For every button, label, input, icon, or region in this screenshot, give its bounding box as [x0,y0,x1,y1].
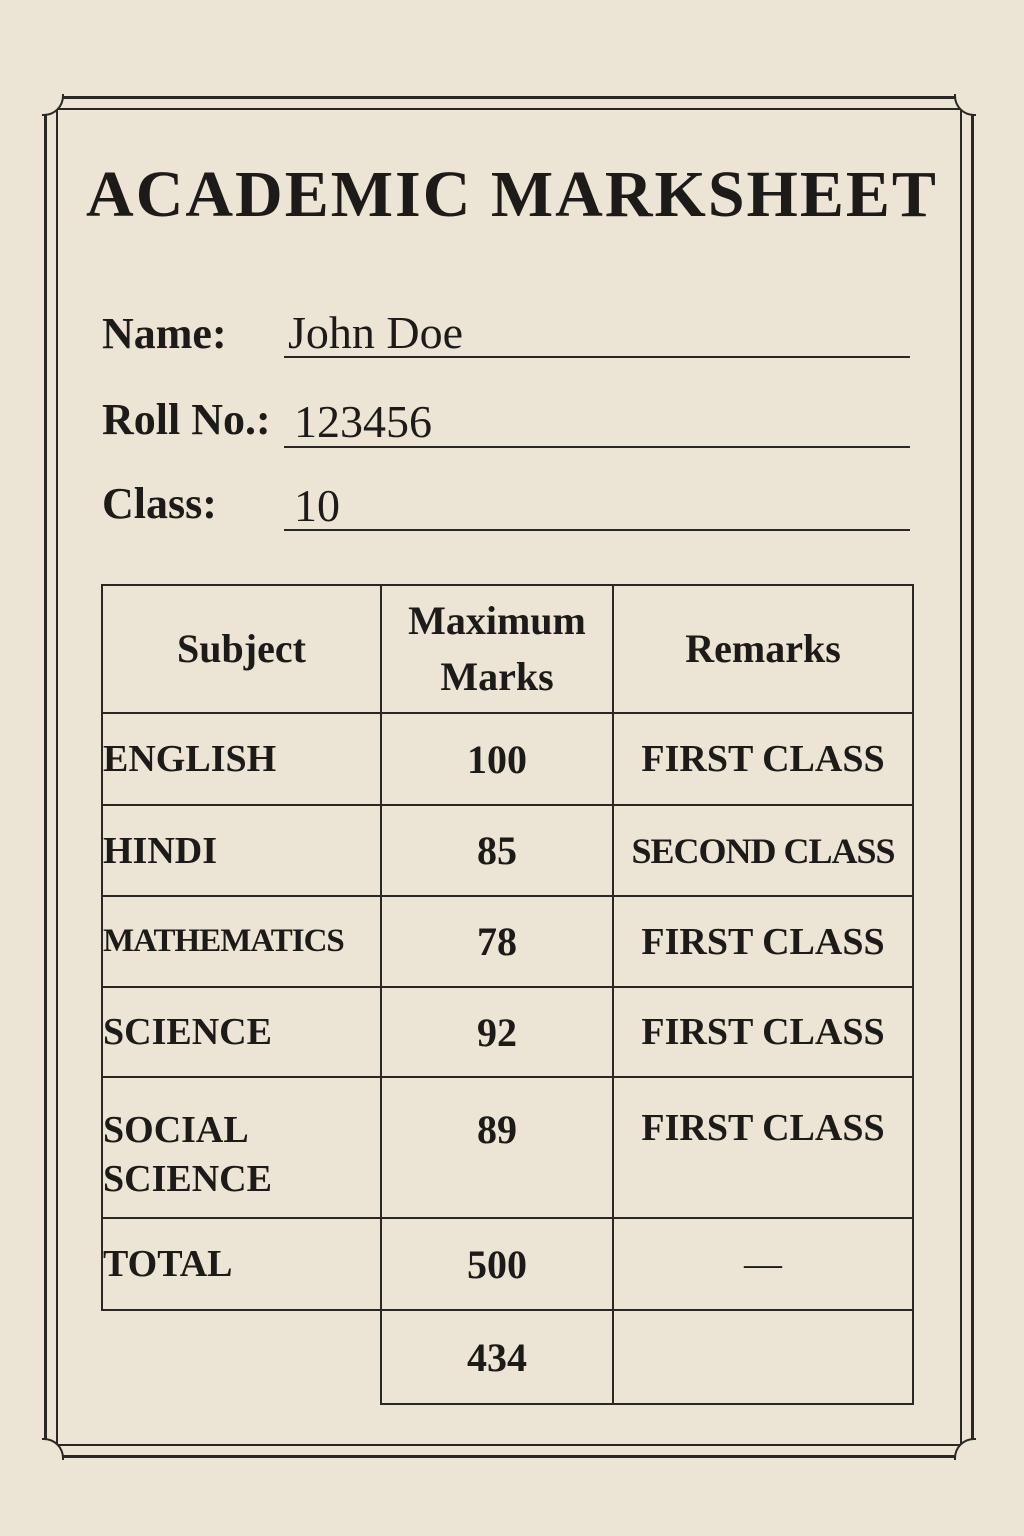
marks-cell: 78 [381,896,613,987]
marks-cell: 89 [381,1077,613,1218]
marks-table [101,584,914,1405]
total-row [102,1218,913,1310]
roll-value: 123456 [294,396,432,447]
header-max-marks [381,585,613,713]
class-label: Class: [102,479,217,528]
table-row [102,805,913,896]
marks-cell: 100 [381,713,613,805]
class-underline [284,529,910,531]
empty-cell [613,1310,913,1404]
total-max-marks: 500 [381,1218,613,1310]
subject-line: SCIENCE [103,1158,272,1201]
class-value: 10 [294,480,340,531]
page-title: ACADEMIC MARKSHEET [86,158,938,231]
total-remarks: — [613,1218,913,1310]
roll-label: Roll No.: [102,395,271,444]
subject-cell [102,1077,381,1218]
roll-underline [284,446,910,448]
table-row [102,987,913,1077]
table-row [102,896,913,987]
remarks-cell: FIRST CLASS [613,713,913,805]
table-row [102,713,913,805]
header-remarks: Remarks [613,585,913,713]
name-label: Name: [102,309,227,358]
total-label: TOTAL [102,1218,381,1310]
remarks-cell: FIRST CLASS [613,987,913,1077]
remarks-cell: SECOND CLASS [613,805,913,896]
remarks-cell: FIRST CLASS [613,896,913,987]
header-subject: Subject [102,585,381,713]
header-max-marks-line1: Maximum [408,598,586,643]
header-max-marks-line2: Marks [440,654,554,699]
marks-cell: 92 [381,987,613,1077]
subject-cell: MATHEMATICS [102,896,381,987]
remarks-cell: FIRST CLASS [613,1077,913,1218]
subject-line: SOCIAL [103,1109,249,1151]
obtained-marks: 434 [381,1310,613,1404]
table-row [102,1077,913,1218]
subject-cell: SCIENCE [102,987,381,1077]
table-header-row [102,585,913,713]
empty-cell [102,1310,381,1404]
subject-cell: HINDI [102,805,381,896]
obtained-row [102,1310,913,1404]
name-underline [284,356,910,358]
subject-cell: ENGLISH [102,713,381,805]
name-value: John Doe [288,307,464,358]
marks-cell: 85 [381,805,613,896]
